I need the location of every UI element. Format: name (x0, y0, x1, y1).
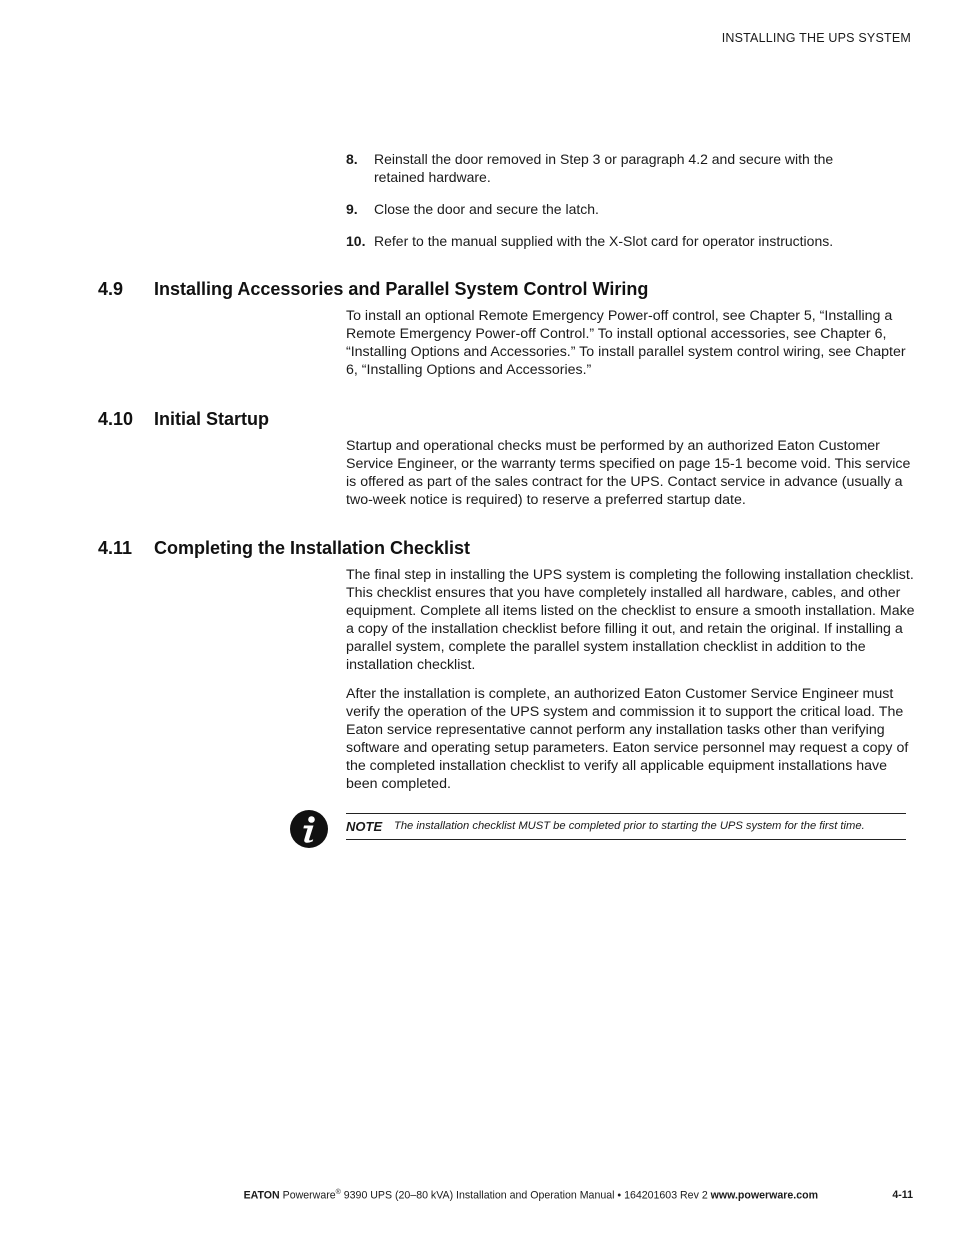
section-title: Initial Startup (154, 409, 270, 429)
section-heading (98, 279, 648, 300)
step-number: 9. (346, 201, 358, 217)
footer-model: 9390 UPS (20–80 kVA) Installation and Operation Manual • 164201603 Rev 2 (340, 1189, 711, 1202)
footer-product: Powerware (282, 1189, 336, 1202)
note-box (346, 813, 906, 840)
section-title: Installing Accessories and Parallel System Control Wiring (154, 279, 649, 299)
step-number: 8. (346, 151, 358, 167)
section-paragraph: After the installation is complete, an authorized Eaton Customer Service Engineer must verify the operation of the UPS system and commission it to support the critical load. The Eaton service representative cannot perform any installation tasks other than verifying software and operating setup parameters. Eaton service personnel may request a copy of the completed installation checklist to verify all applicable equipment installations have been completed. (346, 686, 909, 792)
step-text: Reinstall the door removed in Step 3 or paragraph 4.2 and secure with the retained hardware. (374, 151, 834, 185)
section-number: 4.10 (98, 409, 134, 429)
section-paragraph: The final step in installing the UPS system is completing the following installation checklist. This checklist ensures that you have completely installed all hardware, cables, and other equipment. Complete all items listed on the checklist to ensure a smooth installation. Make a copy of the installation checklist before filling it out, and retain the original. If installing a parallel system, complete the parallel system installation checklist in addition to the installation checklist. (346, 567, 915, 673)
note-label: NOTE (346, 819, 383, 834)
footer-registered-mark: ® (335, 1189, 341, 1196)
section-title: Completing the Installation Checklist (154, 538, 471, 558)
running-header: INSTALLING THE UPS SYSTEM (721, 31, 911, 45)
step-number: 10. (346, 233, 366, 249)
footer-brand: EATON (243, 1189, 280, 1202)
footer-website: www.powerware.com (710, 1189, 818, 1202)
section-paragraph: Startup and operational checks must be performed by an authorized Eaton Customer Service Engineer, or the warranty terms specified on page 15-1 become void. This service is offered as part of the sales contract for the UPS. Contact service in advance (usually a two-week notice is required) to reserve a preferred startup date. (346, 438, 911, 508)
step-text: Close the door and secure the latch. (374, 201, 599, 217)
info-icon (290, 810, 328, 848)
step-item (346, 232, 906, 250)
section-number: 4.9 (98, 279, 124, 299)
step-item (346, 150, 876, 186)
section-heading (98, 538, 470, 559)
section-paragraph: To install an optional Remote Emergency Power-off control, see Chapter 5, “Installing a Remote Emergency Power-off Control.” To install optional accessories, see Chapter 6, “Installing Options and Accessories.” To install parallel system control wiring, see Chapter 6, “Installing Options and Accessories.” (346, 308, 906, 378)
step-text: Refer to the manual supplied with the X-Slot card for operator instructions. (374, 233, 834, 249)
footer-citation (244, 1189, 818, 1202)
page-number: 4-11 (892, 1189, 913, 1201)
step-item (346, 200, 876, 218)
note-text: The installation checklist MUST be completed prior to starting the UPS system for the first time. (394, 820, 865, 832)
section-number: 4.11 (98, 538, 133, 558)
section-heading (98, 409, 269, 430)
